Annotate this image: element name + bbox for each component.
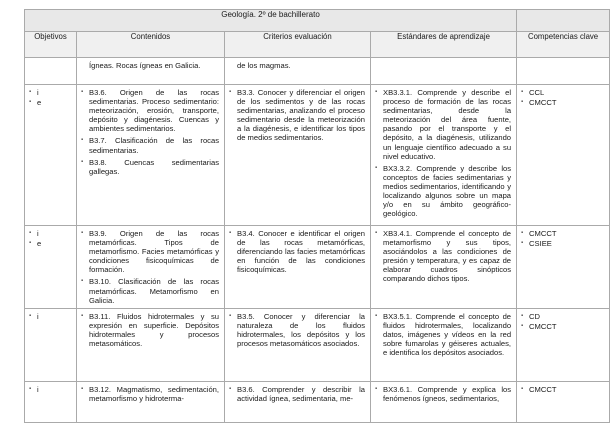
list-item	[521, 322, 605, 331]
list-item	[521, 88, 605, 97]
bullet-icon: ▪	[81, 230, 84, 236]
bullet-icon: ▪	[29, 89, 32, 95]
cell-text: B3.5. Conocer y diferenciar la naturaleza de los fluidos hidrotermales, los depósitos y los procesos metasomáticos asociados.	[237, 311, 365, 349]
cell-text: B3.3. Conocer y diferenciar el origen de los sedimentos y de las rocas sedimentarias, analizando el proceso sedimentario desde la meteorización a la diagénesis, e identificar los tipos de medios sedimentarios.	[237, 88, 365, 143]
header-criterios: Criterios evaluación	[225, 32, 371, 58]
bullet-icon: ▪	[521, 385, 524, 392]
cell-text: B3.7. Clasificación de las rocas sedimentarias.	[89, 136, 219, 155]
table-row	[25, 58, 610, 85]
cell-text: CSIEE	[529, 239, 552, 249]
header-estandares: Estándares de aprendizaje	[371, 32, 517, 58]
list-item	[375, 229, 511, 284]
list-item	[29, 239, 72, 248]
cell-objetivos	[25, 226, 77, 309]
list-item	[81, 136, 219, 154]
list-item	[81, 312, 219, 348]
cell-contenidos	[77, 58, 225, 85]
list-item	[521, 312, 605, 321]
cell-competencias	[517, 58, 610, 85]
bullet-icon: ▪	[29, 312, 32, 319]
bullet-icon: ▪	[375, 312, 378, 319]
bullet-icon: ▪	[521, 230, 524, 236]
bullet-icon: ▪	[81, 137, 84, 144]
list-item	[521, 229, 605, 238]
cell-competencias	[517, 381, 610, 422]
list-item	[29, 229, 72, 238]
header-objetivos: Objetivos	[25, 32, 77, 58]
bullet-icon: ▪	[521, 99, 524, 106]
bullet-icon: ▪	[521, 322, 524, 329]
cell-text: B3.12. Magmatismo, sedimentación, metamorfismo y hidroterma-	[89, 384, 219, 403]
cell-objetivos	[25, 85, 77, 226]
cell-text: i	[37, 311, 39, 321]
cell-text: BX3.6.1. Comprende y explica los fenómenos ígneos, sedimentarios,	[383, 384, 512, 403]
cell-text: B3.11. Fluidos hidrotermales y su expresión en superficie. Depósitos hidrotermales y procesos metasomáticos.	[89, 311, 219, 349]
cell-estandares	[371, 226, 517, 309]
list-item	[81, 277, 219, 304]
bullet-icon: ▪	[521, 312, 524, 319]
cell-objetivos	[25, 381, 77, 422]
cell-text: CD	[529, 311, 541, 321]
list-item	[375, 88, 511, 161]
cell-criterios	[225, 226, 371, 309]
bullet-icon	[229, 61, 237, 70]
bullet-icon: ▪	[375, 164, 378, 171]
cell-text: i	[37, 384, 39, 394]
cell-text: B3.9. Origen de las rocas metamórficas. Tipos de metamorfismo. Facies metamórficas y condiciones fisicoquímicas de formación.	[89, 229, 219, 275]
cell-estandares	[371, 381, 517, 422]
cell-contenidos	[77, 85, 225, 226]
cell-text: Ígneas. Rocas ígneas en Galicia.	[89, 61, 201, 70]
list-item	[81, 88, 219, 133]
header-contenidos: Contenidos	[77, 32, 225, 58]
table-row	[25, 308, 610, 381]
bullet-icon: ▪	[29, 99, 32, 106]
list-item	[521, 98, 605, 107]
cell-text: i	[37, 88, 39, 97]
table-row	[25, 226, 610, 309]
bullet-icon: ▪	[81, 278, 84, 285]
list-item	[81, 61, 219, 70]
list-item	[375, 385, 511, 403]
bullet-icon: ▪	[521, 240, 524, 247]
cell-text: CMCCT	[529, 98, 557, 108]
cell-objetivos	[25, 58, 77, 85]
cell-competencias	[517, 308, 610, 381]
list-item	[229, 88, 365, 143]
bullet-icon	[81, 61, 89, 70]
list-item	[229, 229, 365, 274]
cell-estandares	[371, 308, 517, 381]
list-item	[229, 385, 365, 403]
bullet-icon: ▪	[521, 89, 524, 95]
bullet-icon: ▪	[81, 158, 84, 165]
cell-estandares	[371, 58, 517, 85]
bullet-icon: ▪	[29, 240, 32, 247]
table-row	[25, 381, 610, 422]
cell-text: B3.4. Conocer e identificar el origen de las rocas metamórficas, diferenciando las facies metamórficas en función de las condiciones fisicoquímicas.	[237, 229, 365, 275]
bullet-icon: ▪	[81, 89, 84, 95]
bullet-icon: ▪	[29, 385, 32, 392]
list-item	[229, 312, 365, 348]
bullet-icon: ▪	[229, 230, 232, 236]
cell-criterios	[225, 85, 371, 226]
table-title-blank-cell	[517, 10, 610, 32]
list-item	[29, 385, 72, 394]
cell-text: B3.8. Cuencas sedimentarias gallegas.	[89, 157, 219, 176]
header-competencias: Competencias clave	[517, 32, 610, 58]
bullet-icon: ▪	[81, 312, 84, 319]
curriculum-table	[24, 9, 610, 423]
cell-competencias	[517, 85, 610, 226]
list-item	[29, 98, 72, 107]
cell-criterios	[225, 381, 371, 422]
cell-contenidos	[77, 381, 225, 422]
cell-text: de los magmas.	[237, 61, 291, 70]
list-item	[521, 239, 605, 248]
list-item	[521, 385, 605, 394]
bullet-icon: ▪	[229, 89, 232, 95]
table-title: Geología. 2º de bachillerato	[25, 10, 517, 32]
cell-text: B3.6. Origen de las rocas sedimentarias. Proceso sedimentario: meteorización, erosión, transporte, depósito y diagénesis. Cuencas y ambientes sedimentarios.	[89, 88, 219, 134]
bullet-icon: ▪	[375, 230, 378, 236]
cell-text: CMCCT	[529, 321, 557, 331]
cell-criterios	[225, 58, 371, 85]
bullet-icon: ▪	[229, 312, 232, 319]
cell-text: B3.10. Clasificación de las rocas metamórficas. Metamorfismo en Galicia.	[89, 277, 219, 305]
list-item	[229, 61, 365, 70]
cell-contenidos	[77, 308, 225, 381]
bullet-icon: ▪	[375, 89, 378, 95]
cell-contenidos	[77, 226, 225, 309]
cell-text: B3.6. Comprender y describir la actividad ígnea, sedimentaria, me-	[237, 384, 365, 403]
cell-text: CMCCT	[529, 229, 557, 238]
bullet-icon: ▪	[81, 385, 84, 392]
list-item	[81, 229, 219, 274]
list-item	[81, 158, 219, 176]
cell-text: BX3.5.1. Comprende el concepto de fluidos hidrotermales, localizando datos, imágenes y vídeos en la red sobre fumarolas y géiseres actuales, e identifica los depósitos asociados.	[383, 311, 512, 358]
cell-estandares	[371, 85, 517, 226]
table-row	[25, 85, 610, 226]
bullet-icon: ▪	[229, 385, 232, 392]
bullet-icon: ▪	[375, 385, 378, 392]
cell-competencias	[517, 226, 610, 309]
list-item	[29, 312, 72, 321]
cell-text: BX3.3.2. Comprende y describe los conceptos de facies sedimentarias y medios sedimentarios, identificando y localizando algunos sobre un mapa y/o en su ámbito geográfico-geológico.	[383, 163, 512, 219]
cell-text: CCL	[529, 88, 545, 97]
cell-text: XB3.3.1. Comprende y describe el proceso de formación de las rocas sedimentarias, desde la meteorización del área fuente, pasando por el transporte y el depósito, a la diagénesis, utilizando un lenguaje científico adecuado a su nivel educativo.	[383, 88, 512, 161]
cell-text: XB3.4.1. Comprende el concepto de metamorfismo y sus tipos, asociándolos a las condiciones de presión y temperatura, y es capaz de elaborar cuadros sinópticos comparando dichos tipos.	[383, 229, 512, 284]
cell-text: i	[37, 229, 39, 238]
list-item	[81, 385, 219, 403]
bullet-icon: ▪	[29, 230, 32, 236]
cell-text: e	[37, 98, 42, 108]
cell-objetivos	[25, 308, 77, 381]
cell-text: e	[37, 239, 42, 249]
list-item	[375, 164, 511, 219]
cell-criterios	[225, 308, 371, 381]
list-item	[375, 312, 511, 357]
list-item	[29, 88, 72, 97]
cell-text: CMCCT	[529, 384, 557, 394]
